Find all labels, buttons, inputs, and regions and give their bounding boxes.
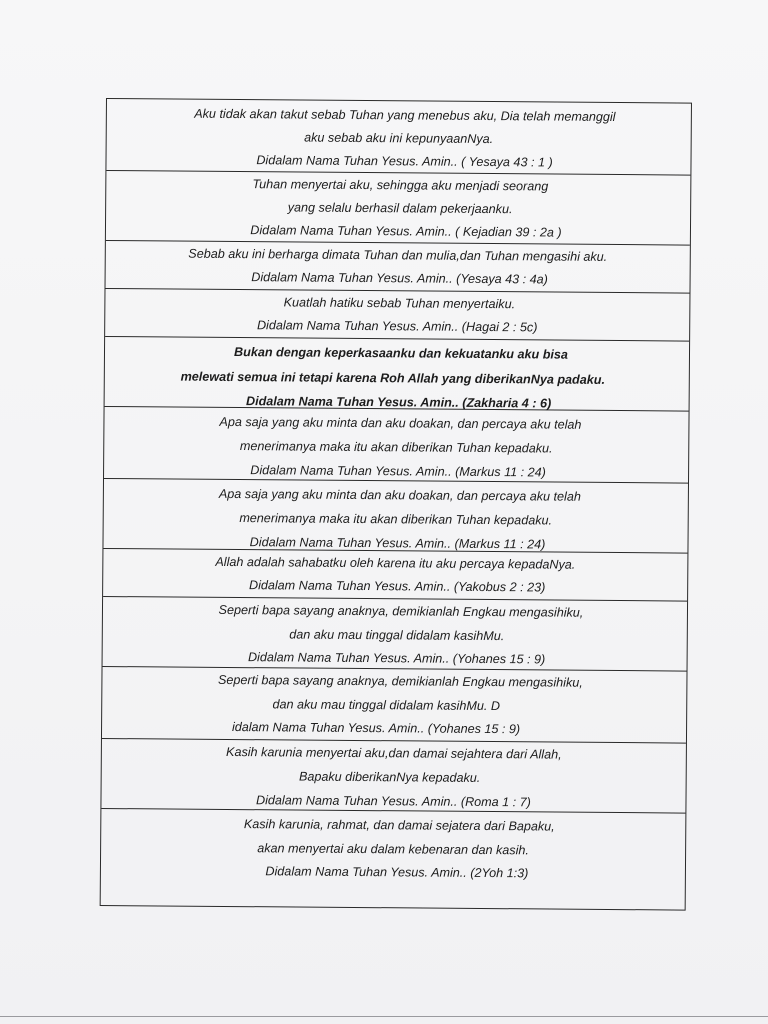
- verse-line: Didalam Nama Tuhan Yesus. Amin.. ( Yesaya 43 : 1 ): [256, 153, 553, 170]
- verse-line: Aku tidak akan takut sebab Tuhan yang menebus aku, Dia telah memanggil: [194, 106, 616, 125]
- verse-line: Didalam Nama Tuhan Yesus. Amin.. (Yesaya 43 : 4a): [251, 270, 548, 287]
- verse-line: Sebab aku ini berharga dimata Tuhan dan mulia,dan Tuhan mengasihi aku.: [188, 246, 608, 264]
- verse-line: Kuatlah hatiku sebab Tuhan menyertaiku.: [283, 295, 516, 312]
- verse-row: [106, 171, 691, 246]
- verse-line: Tuhan menyertai aku, sehingga aku menjadi seorang: [252, 177, 549, 194]
- verse-line: Didalam Nama Tuhan Yesus. Amin.. (2Yoh 1:3): [265, 864, 529, 881]
- verse-line: menerimanya maka itu akan diberikan Tuhan kepadaku.: [239, 511, 553, 528]
- verse-row: [102, 667, 687, 744]
- verse-line: Didalam Nama Tuhan Yesus. Amin.. ( Kejadian 39 : 2a ): [250, 223, 562, 240]
- verse-row: [105, 241, 689, 294]
- verse-line: Seperti bapa sayang anaknya, demikianlah Engkau mengasihiku,: [217, 672, 583, 690]
- verse-row: [106, 99, 691, 176]
- verse-line: Didalam Nama Tuhan Yesus. Amin.. (Markus 11 : 24): [249, 535, 546, 552]
- verse-line: aku sebab aku ini kepunyaanNya.: [304, 130, 494, 147]
- verse-line: Allah adalah sahabatku oleh karena itu aku percaya kepadaNya.: [215, 554, 576, 572]
- verse-line: Apa saja yang aku minta dan aku doakan, dan percaya aku telah: [219, 414, 582, 432]
- verse-line: dan aku mau tinggal didalam kasihMu. D: [272, 697, 501, 714]
- verse-line: idalam Nama Tuhan Yesus. Amin.. (Yohanes 15 : 9): [231, 720, 521, 737]
- verse-line: Didalam Nama Tuhan Yesus. Amin.. (Yakobus 2 : 23): [248, 578, 546, 595]
- verse-row: [101, 739, 686, 814]
- verse-line: dan aku mau tinggal didalam kasihMu.: [289, 627, 505, 644]
- verse-row: [101, 809, 686, 910]
- verse-line: Didalam Nama Tuhan Yesus. Amin.. (Markus 11 : 24): [250, 463, 546, 480]
- verse-table: [100, 98, 692, 911]
- verse-line: Apa saja yang aku minta dan aku doakan, dan percaya aku telah: [218, 486, 581, 504]
- verse-line: menerimanya maka itu akan diberikan Tuhan kepadaku.: [239, 439, 553, 456]
- page-edge-line: [0, 1016, 768, 1017]
- verse-line: Didalam Nama Tuhan Yesus. Amin.. (Yohanes 15 : 9): [247, 650, 546, 667]
- verse-line: Didalam Nama Tuhan Yesus. Amin.. (Zakharia 4 : 6): [245, 394, 552, 411]
- verse-line: yang selalu berhasil dalam pekerjaanku.: [287, 200, 513, 217]
- verse-row: [105, 337, 690, 412]
- verse-line: melewati semua ini tetapi karena Roh Allah yang diberikanNya padaku.: [180, 369, 606, 387]
- verse-line: Bukan dengan keperkasaanku dan kekuatanku aku bisa: [234, 345, 568, 362]
- verse-line: Kasih karunia menyertai aku,dan damai sejahtera dari Allah,: [226, 744, 562, 762]
- verse-row: [103, 479, 688, 554]
- verse-row: [103, 597, 688, 672]
- verse-row: [104, 407, 689, 484]
- verse-line: Bapaku diberikanNya kepadaku.: [298, 769, 481, 785]
- verse-line: akan menyertai aku dalam kebenaran dan kasih.: [257, 841, 529, 858]
- verse-row: [105, 289, 689, 342]
- verse-line: Didalam Nama Tuhan Yesus. Amin.. (Hagai 2 : 5c): [256, 318, 538, 335]
- verse-line: Didalam Nama Tuhan Yesus. Amin.. (Roma 1 : 7): [256, 793, 531, 810]
- verse-line: Kasih karunia, rahmat, dan damai sejatera dari Bapaku,: [243, 817, 555, 834]
- verse-row: [103, 549, 687, 602]
- verse-line: Seperti bapa sayang anaknya, demikianlah Engkau mengasihiku,: [218, 602, 584, 620]
